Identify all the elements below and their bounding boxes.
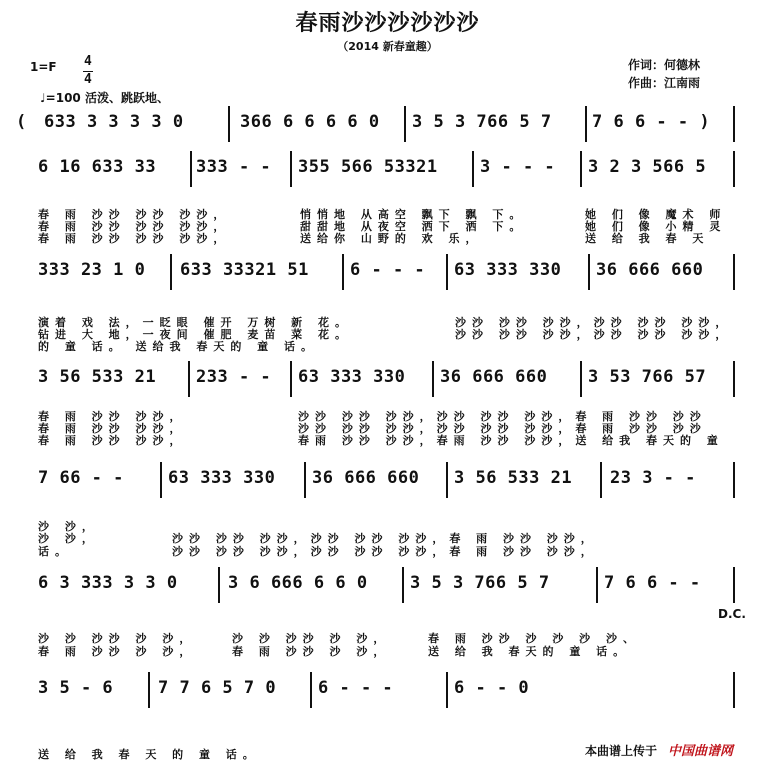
notation-measure: 3 5 3 766 5 7 [412, 112, 552, 132]
notation-measure: 36 666 660 [312, 468, 420, 488]
bar-line [446, 462, 448, 498]
bar-line [432, 361, 434, 397]
lyric-line: 沙 沙 沙沙 沙 沙， [232, 632, 391, 645]
notation-measure: 3 2 3 566 5 [588, 157, 707, 177]
bar-line [290, 151, 292, 187]
notation-measure: 6 - - - [318, 678, 394, 698]
lyric-line: 春 雨 沙沙 沙沙 沙沙， [38, 208, 231, 221]
upload-note: 本曲谱上传于 [585, 744, 658, 758]
bar-line [218, 567, 220, 603]
lyric-line: 的 童 话。 送给我 春天的 童 话。 [38, 340, 318, 353]
bar-line [580, 361, 582, 397]
bar-line [190, 151, 192, 187]
notation-measure: 7 66 - - [38, 468, 124, 488]
lyric-line: 她 们 像 魔术 师 [585, 208, 727, 221]
lyric-line: 沙沙 沙沙 沙沙，沙沙 沙沙 沙沙， [455, 328, 733, 341]
lyric-line: 她 们 像 小精 灵 [585, 220, 727, 233]
bar-line [290, 361, 292, 397]
notation-measure: 6 3 333 3 3 0 [38, 573, 178, 593]
bar-line [585, 106, 587, 142]
bar-line [228, 106, 230, 142]
bar-line [148, 672, 150, 708]
notation-measure: 355 566 53321 [298, 157, 438, 177]
bar-line [733, 151, 735, 187]
lyric-line: 演着 戏 法，一眨眼 催开 万树 新 花。 [38, 316, 352, 329]
lyricist-credit: 作词：何德林 [628, 58, 701, 72]
notation-measure: 3 53 766 57 [588, 367, 707, 387]
tempo-marking: ♩=100 活泼、跳跃地、 [40, 91, 169, 105]
bar-line [588, 254, 590, 290]
notation-measure: 7 6 6 - - ) [592, 112, 711, 132]
lyric-line: 春 雨 沙沙 沙 沙， [232, 645, 391, 658]
lyric-line: 春 雨 沙沙 沙沙， [38, 434, 187, 447]
key-signature: 1=F [30, 60, 57, 74]
notation-measure: 63 333 330 [168, 468, 276, 488]
time-signature-top: 4 [84, 54, 92, 69]
notation-measure: 3 5 - 6 [38, 678, 114, 698]
bar-line [733, 567, 735, 603]
lyric-line: 沙 沙 沙沙 沙 沙， [38, 632, 197, 645]
notation-measure: 63 333 330 [454, 260, 562, 280]
bar-line [600, 462, 602, 498]
bar-line [160, 462, 162, 498]
lyric-line: 春 雨 沙沙 沙 沙 沙 沙、 [428, 632, 640, 645]
bar-line [188, 361, 190, 397]
lyric-line: 悄悄地 从高空 飘下 飘 下。 [300, 208, 527, 221]
notation-measure: 6 - - - [350, 260, 426, 280]
notation-measure: 233 - - [196, 367, 272, 387]
lyric-line: 沙沙 沙沙 沙沙，沙沙 沙沙 沙沙，春 雨 沙沙 沙沙 [298, 422, 707, 435]
lyric-line: 沙沙 沙沙 沙沙，沙沙 沙沙 沙沙，春 雨 沙沙 沙沙 [298, 410, 707, 423]
lyric-line: 沙 沙， [38, 532, 99, 545]
notation-measure: 7 6 6 - - [604, 573, 701, 593]
bar-line [446, 672, 448, 708]
dc-marking: D.C. [718, 607, 746, 621]
lyric-line: 春 雨 沙沙 沙沙， [38, 422, 187, 435]
bar-line [733, 361, 735, 397]
notation-measure: 633 3 3 3 3 0 [44, 112, 184, 132]
bar-line [342, 254, 344, 290]
bar-line [310, 672, 312, 708]
lyric-line: 沙 沙， [38, 520, 99, 533]
lyric-line: 春 雨 沙沙 沙沙， [38, 410, 187, 423]
lyric-line: 沙沙 沙沙 沙沙，沙沙 沙沙 沙沙，春 雨 沙沙 沙沙， [172, 545, 598, 558]
lyric-line: 钻进 大 地，一夜间 催肥 麦苗 菜 花。 [38, 328, 352, 341]
notation-measure: 3 6 666 6 6 0 [228, 573, 368, 593]
notation-measure: 3 5 3 766 5 7 [410, 573, 550, 593]
notation-measure: 3 56 533 21 [454, 468, 573, 488]
lyric-line: 春 雨 沙沙 沙沙 沙沙， [38, 232, 231, 245]
notation-measure: 3 56 533 21 [38, 367, 157, 387]
lyric-line: 春 雨 沙沙 沙沙 沙沙， [38, 220, 231, 233]
song-title: 春雨沙沙沙沙沙沙 [295, 11, 480, 36]
bar-line [170, 254, 172, 290]
lyric-line: 沙沙 沙沙 沙沙，沙沙 沙沙 沙沙，春 雨 沙沙 沙沙， [172, 532, 598, 545]
lyric-line: 送 给 我 春 天 [585, 232, 710, 245]
bar-line [733, 462, 735, 498]
bar-line [733, 106, 735, 142]
bar-line [402, 567, 404, 603]
lyric-line: 甜甜地 从夜空 洒下 洒 下。 [300, 220, 527, 233]
notation-measure: 366 6 6 6 6 0 [240, 112, 380, 132]
bar-line [446, 254, 448, 290]
bar-line [404, 106, 406, 142]
lyric-line: 送 给 我 春 天 的 童 话。 [38, 748, 260, 761]
notation-measure: 23 3 - - [610, 468, 696, 488]
notation-measure: 6 - - 0 [454, 678, 530, 698]
notation-measure: 3 - - - [480, 157, 556, 177]
bar-line [596, 567, 598, 603]
lyric-line: 沙沙 沙沙 沙沙，沙沙 沙沙 沙沙， [455, 316, 733, 329]
bar-line [733, 672, 735, 708]
bar-line [733, 254, 735, 290]
notation-measure: 633 33321 51 [180, 260, 309, 280]
notation-measure: 333 23 1 0 [38, 260, 146, 280]
lyric-line: 送 给 我 春天的 童 话。 [428, 645, 631, 658]
bar-line [304, 462, 306, 498]
composer-credit: 作曲：江南雨 [628, 76, 701, 90]
notation-measure: 6 16 633 33 [38, 157, 157, 177]
notation-measure: ( [16, 112, 27, 132]
time-signature-bottom: 4 [84, 72, 92, 87]
notation-measure: 7 7 6 5 7 0 [158, 678, 277, 698]
song-subtitle: （2014 新春童趣） [337, 40, 438, 53]
bar-line [472, 151, 474, 187]
lyric-line: 话。 [38, 545, 72, 558]
site-logo: 中国曲谱网 [668, 744, 734, 759]
bar-line [580, 151, 582, 187]
lyric-line: 送给你 山野的 欢 乐， [300, 232, 483, 245]
notation-measure: 333 - - [196, 157, 272, 177]
notation-measure: 36 666 660 [440, 367, 548, 387]
notation-measure: 36 666 660 [596, 260, 704, 280]
notation-measure: 63 333 330 [298, 367, 406, 387]
lyric-line: 春 雨 沙沙 沙 沙， [38, 645, 197, 658]
lyric-line: 春雨 沙沙 沙沙，春雨 沙沙 沙沙，送 给我 春天的 童 [298, 434, 724, 447]
